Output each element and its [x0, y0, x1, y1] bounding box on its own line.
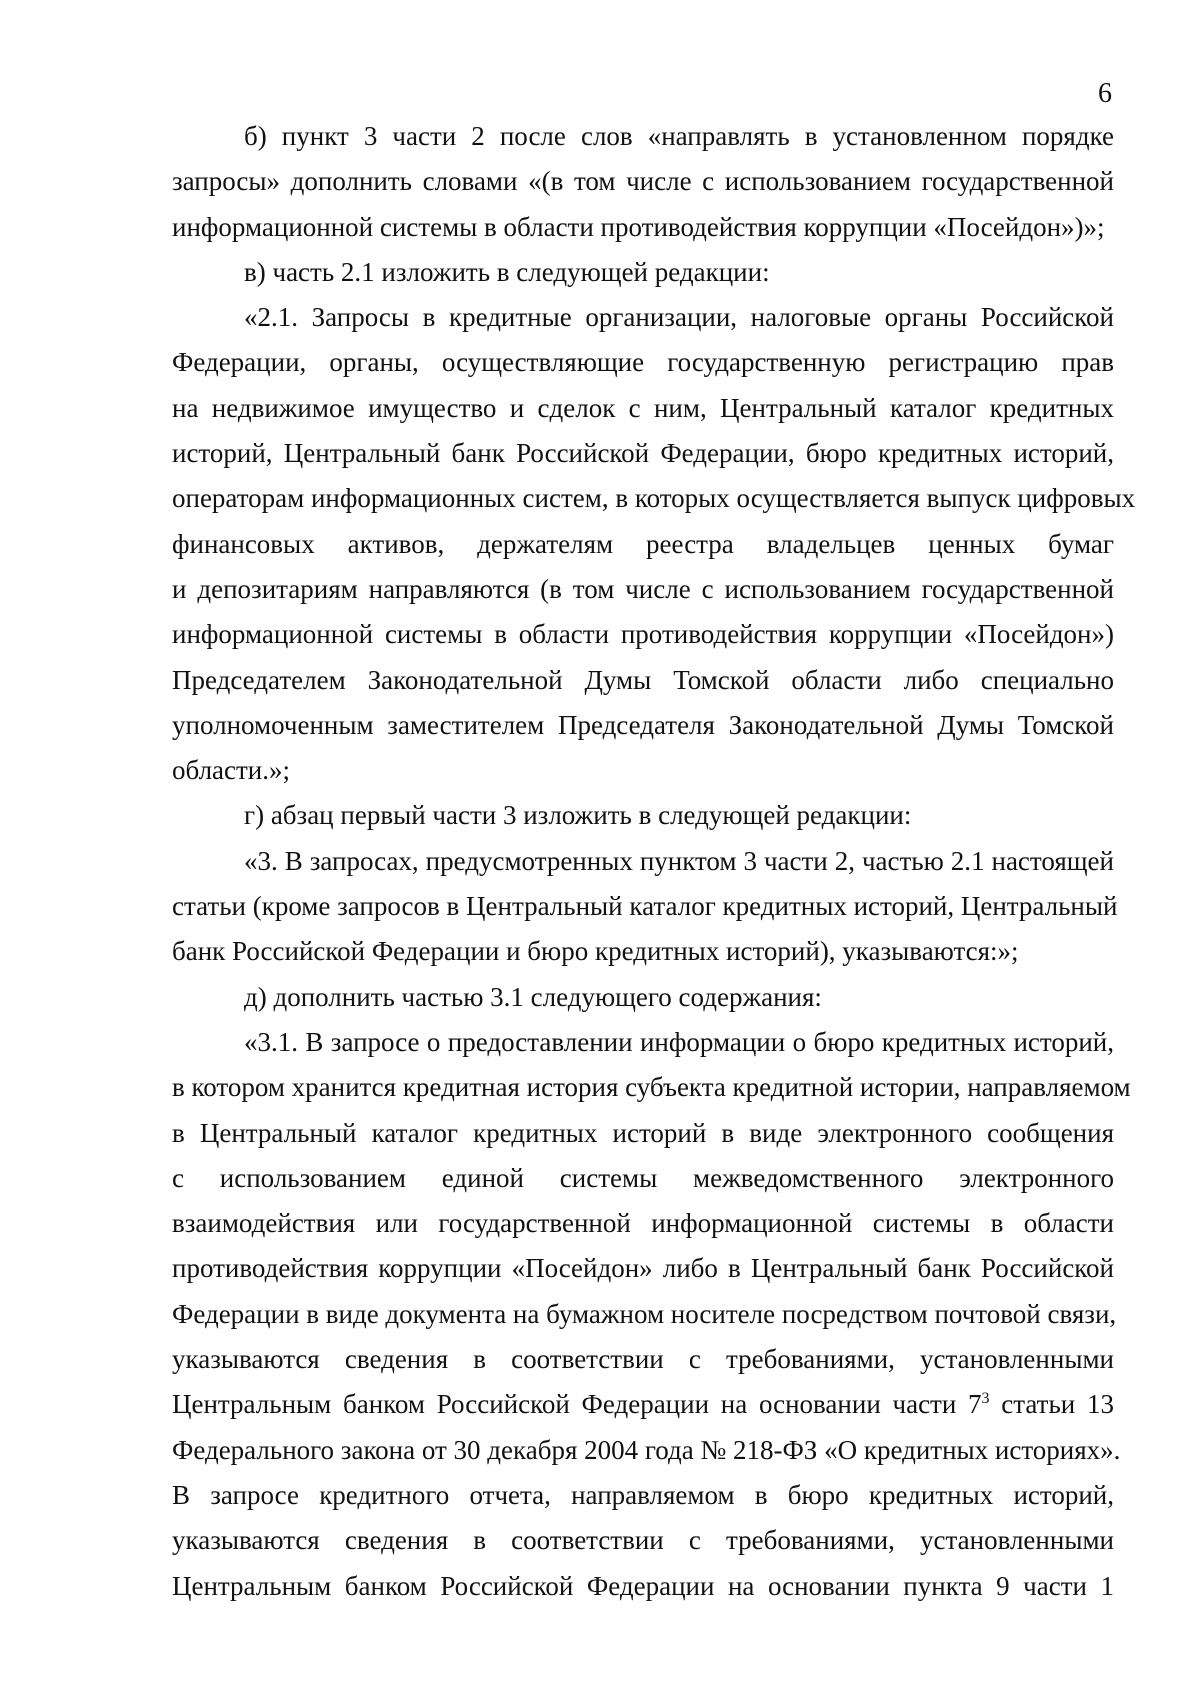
text-line: взаимодействия или государственной информационной системы в области	[172, 1208, 1114, 1239]
text-line: Федерального закона от 30 декабря 2004 года № 218-ФЗ «О кредитных историях».	[172, 1434, 1121, 1465]
text-line: финансовых активов, держателям реестра владельцев ценных бумаг	[172, 528, 1114, 559]
text-line: г) абзац первый части 3 изложить в следующей редакции:	[244, 800, 912, 831]
text-line: операторам информационных систем, в которых осуществляется выпуск цифровых	[172, 483, 1136, 514]
text-line: В запросе кредитного отчета, направляемом в бюро кредитных историй,	[172, 1479, 1114, 1510]
text-line: информационной системы в области противодействия коррупции «Посейдон»)	[172, 619, 1114, 650]
text-line: д) дополнить частью 3.1 следующего содержания:	[244, 981, 822, 1012]
text-line: историй, Центральный банк Российской Федерации, бюро кредитных историй,	[172, 438, 1114, 469]
text-line: «3. В запросах, предусмотренных пунктом 3 части 2, частью 2.1 настоящей	[244, 845, 1114, 876]
text-line: в) часть 2.1 изложить в следующей редакции:	[244, 256, 770, 287]
text-line: на недвижимое имущество и сделок с ним, Центральный каталог кредитных	[172, 392, 1114, 423]
page-number: 6	[1098, 78, 1112, 109]
text-line: указываются сведения в соответствии с требованиями, установленными	[172, 1525, 1114, 1556]
text-line: Центральным банком Российской Федерации на основании пункта 9 части 1	[172, 1570, 1114, 1601]
text-line: в Центральный каталог кредитных историй в виде электронного сообщения	[172, 1117, 1114, 1148]
text-line: запросы» дополнить словами «(в том числе с использованием государственной	[172, 166, 1114, 197]
text-segment: Центральным банком Российской Федерации на основании части 7	[172, 1389, 982, 1420]
text-line: банк Российской Федерации и бюро кредитных историй), указываются:»;	[172, 936, 1019, 967]
text-segment: статьи 13	[989, 1389, 1114, 1420]
text-line: Федерации, органы, осуществляющие государственную регистрацию прав	[172, 347, 1114, 378]
text-line: Председателем Законодательной Думы Томской области либо специально	[172, 664, 1114, 695]
document-body	[172, 114, 1136, 1609]
text-line: информационной системы в области противодействия коррупции «Посейдон»)»;	[172, 211, 1105, 242]
text-line: с использованием единой системы межведомственного электронного	[172, 1162, 1114, 1193]
superscript: 3	[981, 1390, 990, 1408]
text-line: статьи (кроме запросов в Центральный каталог кредитных историй, Центральный	[172, 891, 1118, 922]
text-line-with-superscript	[172, 1382, 1114, 1427]
text-line: уполномоченным заместителем Председателя Законодательной Думы Томской	[172, 709, 1114, 740]
text-line: «3.1. В запросе о предоставлении информации о бюро кредитных историй,	[244, 1026, 1114, 1057]
text-line: в котором хранится кредитная история субъекта кредитной истории, направляемом	[172, 1072, 1131, 1103]
text-line: Федерации в виде документа на бумажном носителе посредством почтовой связи,	[172, 1298, 1117, 1329]
text-line: б) пункт 3 части 2 после слов «направлять в установленном порядке	[244, 121, 1114, 151]
text-line: и депозитариям направляются (в том числе с использованием государственной	[172, 573, 1114, 604]
text-line: указываются сведения в соответствии с требованиями, установленными	[172, 1344, 1114, 1375]
text-line: противодействия коррупции «Посейдон» либо в Центральный банк Российской	[172, 1253, 1114, 1284]
text-line: «2.1. Запросы в кредитные организации, налоговые органы Российской	[244, 302, 1114, 333]
text-line: области.»;	[172, 755, 291, 786]
